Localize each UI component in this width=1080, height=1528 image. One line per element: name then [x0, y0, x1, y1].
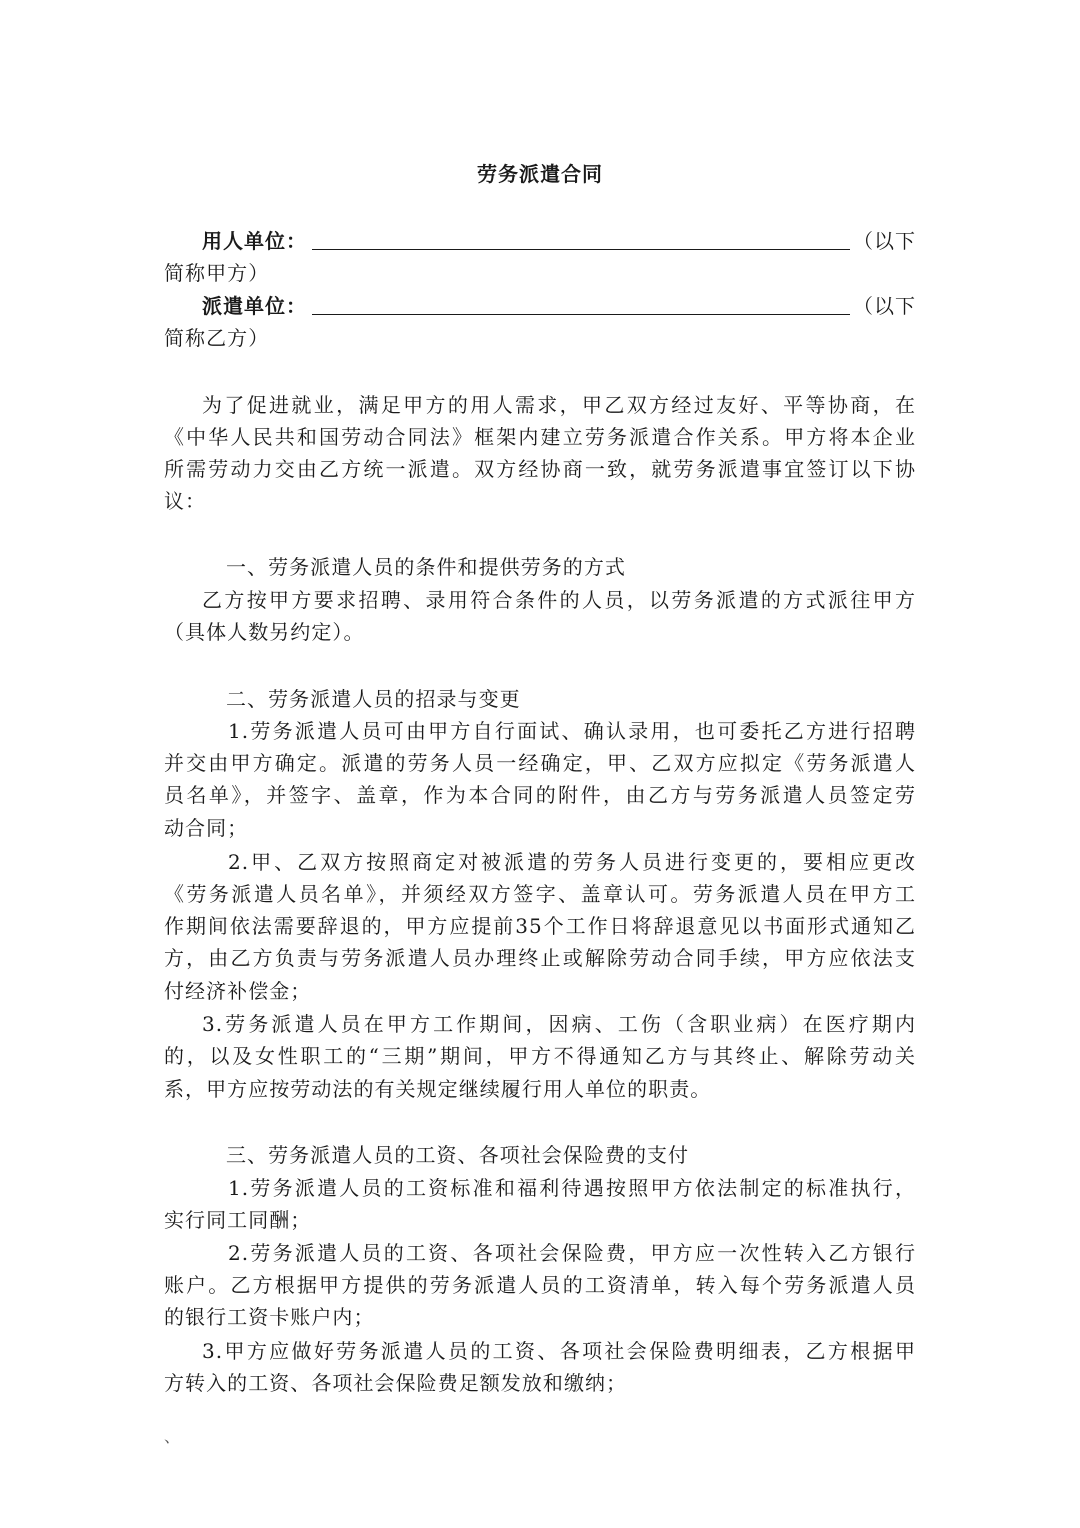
section-3-item-1-line: 1.劳务派遣人员的工资标准和福利待遇按照甲方依法制定的标准执行， — [228, 1176, 916, 1200]
section-2-item-1-line: 并交由甲方确定。派遣的劳务人员一经确定，甲、乙双方应拟定《劳务派遣人 — [164, 751, 916, 775]
section-1-heading: 一、劳务派遣人员的条件和提供劳务的方式 — [226, 555, 626, 579]
section-2-item-2-line: 方，由乙方负责与劳务派遣人员办理终止或解除劳动合同手续，甲方应依法支 — [164, 946, 916, 970]
party-employer-row — [164, 225, 916, 257]
section-2-item-3-line: 3.劳务派遣人员在甲方工作期间，因病、工伤（含职业病）在医疗期内 — [202, 1012, 916, 1036]
section-2-item-2-line: 2.甲、乙双方按照商定对被派遣的劳务人员进行变更的，要相应更改 — [228, 850, 916, 874]
party-dispatcher-continuation: 简称乙方） — [164, 326, 270, 350]
preamble-line: 为了促进就业，满足甲方的用人需求，甲乙双方经过友好、平等协商，在 — [202, 393, 916, 417]
section-3-item-3-line: 方转入的工资、各项社会保险费足额发放和缴纳； — [164, 1371, 628, 1395]
page-footer-mark: 、 — [164, 1427, 181, 1446]
section-2-item-3-line: 系，甲方应按劳动法的有关规定继续履行用人单位的职责。 — [164, 1077, 712, 1101]
party-employer-continuation: 简称甲方） — [164, 261, 270, 285]
section-2-item-2-line: 作期间依法需要辞退的，甲方应提前35个工作日将辞退意见以书面形式通知乙 — [164, 914, 916, 938]
preamble-line: 议： — [164, 489, 207, 513]
party-employer-blank[interactable] — [312, 249, 850, 250]
section-2-item-1-line: 员名单》，并签字、盖章，作为本合同的附件，由乙方与劳务派遣人员签定劳 — [164, 783, 916, 807]
section-3-item-2-line: 的银行工资卡账户内； — [164, 1305, 375, 1329]
section-2-item-1-line: 动合同； — [164, 816, 249, 840]
section-2-item-3-line: 的，以及女性职工的“三期”期间，甲方不得通知乙方与其终止、解除劳动关 — [164, 1044, 916, 1068]
section-3-item-2-line: 2.劳务派遣人员的工资、各项社会保险费，甲方应一次性转入乙方银行 — [228, 1241, 916, 1265]
party-dispatcher-blank[interactable] — [312, 314, 850, 315]
party-employer-suffix: （以下 — [853, 229, 916, 253]
preamble-line: 《中华人民共和国劳动合同法》框架内建立劳务派遣合作关系。甲方将本企业 — [164, 425, 916, 449]
document-title: 劳务派遣合同 — [477, 162, 603, 186]
party-dispatcher-row — [164, 290, 916, 322]
preamble-line: 所需劳动力交由乙方统一派遣。双方经协商一致，就劳务派遣事宜签订以下协 — [164, 457, 916, 481]
section-3-heading: 三、劳务派遣人员的工资、各项社会保险费的支付 — [226, 1143, 690, 1167]
party-employer-label: 用人单位： — [202, 229, 307, 253]
section-2-item-1-line: 1.劳务派遣人员可由甲方自行面试、确认录用，也可委托乙方进行招聘 — [228, 719, 916, 743]
section-2-item-2-line: 付经济补偿金； — [164, 979, 312, 1003]
party-dispatcher-suffix: （以下 — [853, 294, 916, 318]
section-2-heading: 二、劳务派遣人员的招录与变更 — [226, 687, 521, 711]
party-dispatcher-label: 派遣单位： — [202, 294, 307, 318]
section-2-item-2-line: 《劳务派遣人员名单》，并须经双方签字、盖章认可。劳务派遣人员在甲方工 — [164, 882, 916, 906]
section-1-line: 乙方按甲方要求招聘、录用符合条件的人员，以劳务派遣的方式派往甲方 — [202, 588, 916, 612]
section-3-item-3-line: 3.甲方应做好劳务派遣人员的工资、各项社会保险费明细表，乙方根据甲 — [202, 1339, 916, 1363]
section-1-line: （具体人数另约定）。 — [164, 620, 365, 644]
section-3-item-1-line: 实行同工同酬； — [164, 1208, 312, 1232]
section-3-item-2-line: 账户。乙方根据甲方提供的劳务派遣人员的工资清单，转入每个劳务派遣人员 — [164, 1273, 916, 1297]
